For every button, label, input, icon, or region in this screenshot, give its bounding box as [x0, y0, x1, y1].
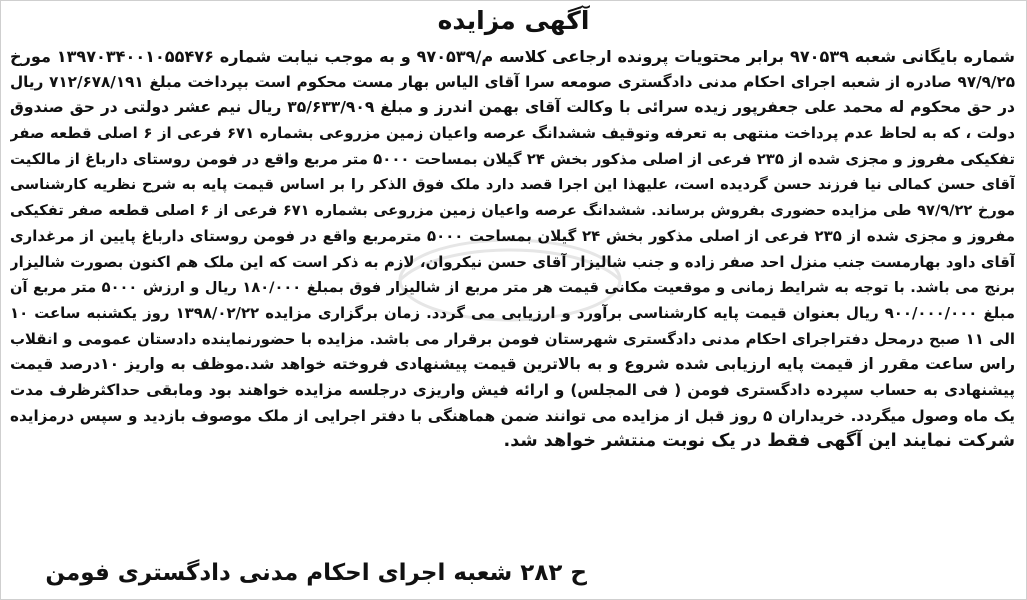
notice-line: آقای حسن کمالی نیا فرزند حسن گردیده است، علیهذا این اجرا قصد دارد ملک فوق الذکر را بر اساس قیمت پایه به شرح نظریه کارشناسی: [10, 176, 1015, 194]
notice-signature: ح ۲۸۲ شعبه اجرای احکام مدنی دادگستری فومن: [45, 560, 587, 586]
notice-title: آگهی مزایده: [437, 6, 590, 35]
notice-line: ۹۷/۹/۲۵ صادره از شعبه اجرای احکام مدنی دادگستری صومعه سرا آقای الیاس بهار مست محکوم است بپرداخت مبلغ ۷۱۲/۶۷۸/۱۹۱ ریال: [10, 72, 1015, 91]
notice-line: شرکت نمایند این آگهی فقط در یک نوبت منتشر خواهد شد.: [503, 431, 1015, 452]
notice-line: مبلغ ۹۰۰/۰۰۰/۰۰۰ ریال بعنوان قیمت پایه کارشناسی برآورد و ارزیابی می گردد. زمان برگزاری مزایده ۱۳۹۸/۰۲/۲۲ روز یکشنبه ساعت ۱۰: [10, 303, 1015, 322]
notice-line: آقای داود بهارمست جنب منزل احد صفر زاده و جنب شالیزار آقای حسن نیکروان، لازم به ذکر است که این ملک هم اکنون بصورت شالیزار: [10, 252, 1015, 271]
notice-line: تفکیکی مفروز و مجزی شده از ۲۳۵ فرعی از اصلی مذکور بخش ۲۴ گیلان بمساحت ۵۰۰۰ متر مربع واقع در فومن روستای دارباغ از مالکیت: [10, 149, 1015, 168]
notice-line: برنج می باشد. با توجه به شرایط زمانی و موقعیت مکانی قیمت هر متر مربع از شالیزار فوق بمبلغ ۱۸۰/۰۰۰ ریال و ارزش ۵۰۰۰ متر مربع آن: [10, 279, 1015, 297]
notice-line: مورخ ۹۷/۹/۲۲ طی مزایده حضوری بفروش برساند. ششدانگ عرصه واعیان زمین مزروعی بشماره ۶۷۱ فرعی از ۶ اصلی قطعه صفر تفکیکی: [10, 202, 1015, 220]
notice-line: پیشنهادی به حساب سپرده دادگستری فومن ( فی المجلس) و ارائه فیش واریزی درجلسه مزایده خواهند بود ومابقی حداکثرظرف مدت: [10, 380, 1015, 399]
notice-line: یک ماه وصول میگردد. خریداران ۵ روز قبل از مزایده می توانند ضمن هماهنگی با دفتر اجرایی از ملک موصوف بازدید و سپس درمزایده: [10, 406, 1015, 425]
notice-line: مفروز و مجزی شده از ۲۳۵ فرعی از اصلی مذکور بخش ۲۴ گیلان بمساحت ۵۰۰۰ مترمربع واقع در فومن روستای دارباغ پایین از مرغداری: [10, 226, 1015, 245]
notice-line: شماره بایگانی شعبه ۹۷۰۵۳۹ برابر محتویات پرونده ارجاعی کلاسه م/۹۷۰۵۳۹ و به موجب نیابت شماره ۱۳۹۷۰۳۴۰۰۱۰۵۵۴۷۶ مورخ: [10, 47, 1015, 66]
notice-line: در حق محکوم له محمد علی جعفرپور زیده سرائی با وکالت آقای بهمن اندرز و مبلغ ۳۵/۶۳۳/۹۰۹ ریال نیم عشر دولتی در حق صندوق: [10, 98, 1015, 117]
notice-line: الی ۱۱ صبح درمحل دفتراجرای احکام مدنی دادگستری شهرستان فومن برقرار می باشد. مزایده با حضورنماینده دادستان عمومی و انقلاب: [10, 329, 1015, 348]
notice-line: راس ساعت مقرر از قیمت پایه ارزیابی شده شروع و به بالاترین قیمت پیشنهادی فروخته خواهد شد.موظف به واریز ۱۰درصد قیمت: [10, 355, 1015, 374]
notice-line: دولت ، که به لحاظ عدم پرداخت منتهی به تعرفه وتوقیف ششدانگ عرصه واعیان زمین مزروعی بشماره ۶۷۱ فرعی از ۶ اصلی قطعه صفر: [10, 124, 1015, 143]
notice-body: [10, 44, 1015, 542]
